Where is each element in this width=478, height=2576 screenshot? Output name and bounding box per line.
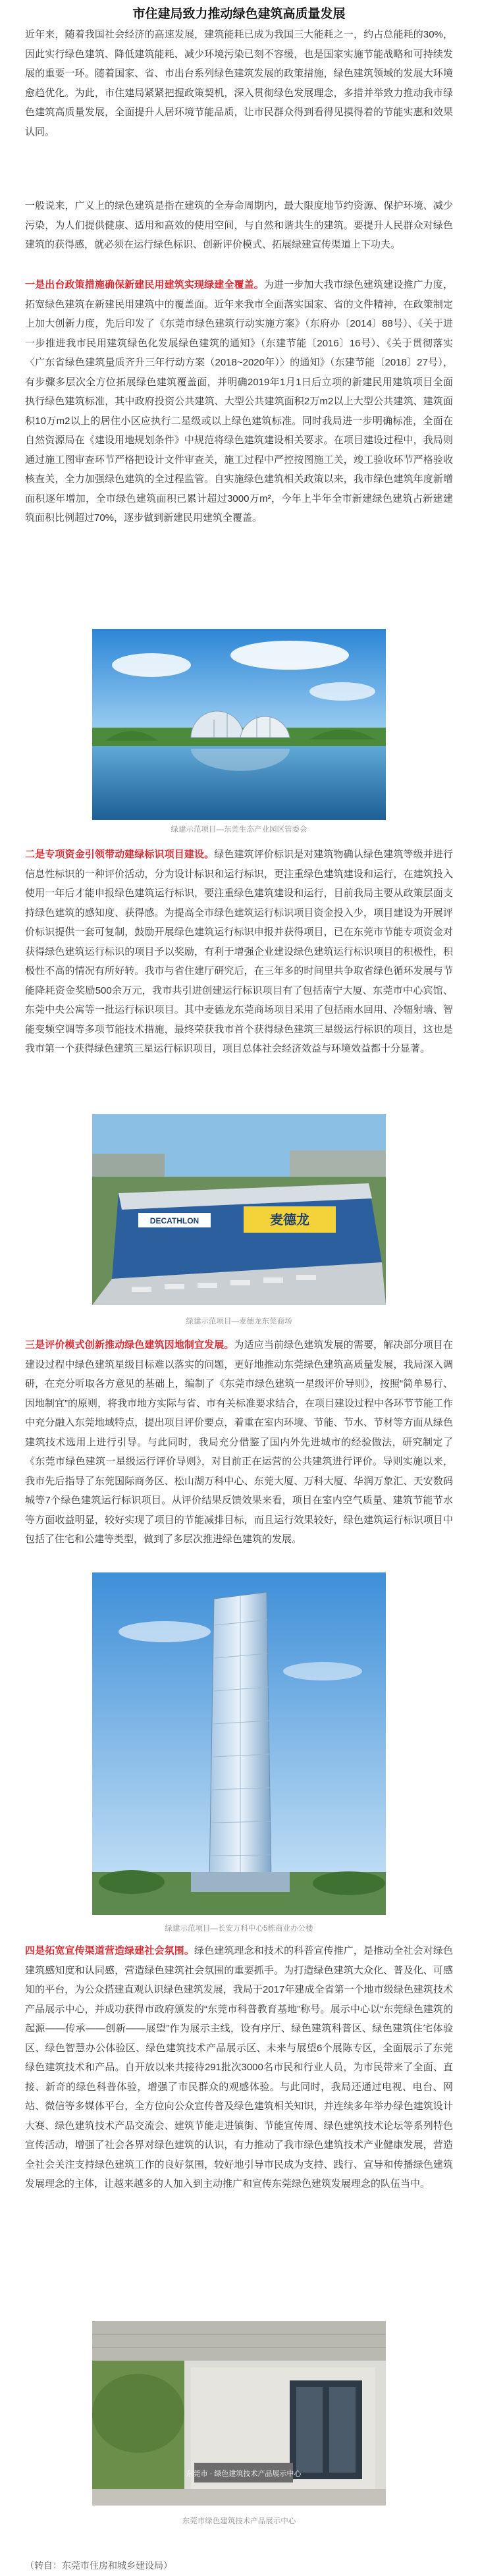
source-footer: （转自：东莞市住房和城乡建设局） (25, 2560, 173, 2571)
section-2-paragraph (25, 845, 453, 1079)
section-2-body: 绿色建筑评价标识是对建筑物确认绿色建筑等级并进行信息性标识的一种评价活动，分为设计标识和运行标识，更注重绿色建筑建设和运行，在建筑投入使用一年后才能申报绿色建筑运行标识，要注重绿色建筑建设和运行，目前我局主要从政策层面支持绿色建筑的感知度、获得感。为提高全市绿色建筑运行标识项目资金投入少，项目建设为开展评价标识提供一套可复制，鼓励开展绿色建筑运行标识申报并获得项目，已在东莞市节能专项资金对获得绿色建筑运行标识的项目予以奖励，有利于增强企业建设绿色建筑运行标识项目的积极性，积极性不高的情况有所好转。我市与省住建厅研究后，在三年多的时间里共争取省绿色循环发展与节能降耗资金奖励500余万元，我市共引进创建运行标识项目有了包括南宁大厦、东莞市中心宾馆、东莞中央公寓等一批运行标识项目。其中麦德龙东莞商场项目采用了包括雨水回用、冷辐射墙、智能变频空调等多项节能技术措施，最终荣获我市首个获得绿色建筑三星级运行标识的项目，这也是我市第一个获得绿色建筑三星运行标识项目，项目总体社会经济效益与环境效益都十分显著。 (25, 849, 453, 1054)
section-3-body: 为适应当前绿色建筑发展的需要，解决部分项目在建设过程中绿色建筑星级目标难以落实的问题，更好地推动东莞绿色建筑高质量发展，我局深入调研，在充分听取各方意见的基础上，编制了《东莞市绿色建筑一星级评价导则》，按照“简单易行、因地制宜”的原则，将我市地方实际与省、市有关标准要求结合，在项目建设过程中各环节节能工作中充分融入东莞地域特点，提出项目评价要点，着重在室内环境、节能、节水、节材等方面从绿色建筑技术选用上进行引导。与此同时，我局充分借鉴了国内外先进城市的经验做法，研究制定了《东莞市绿色建筑一星级运行评价导则》，对目前正在运营的公共建筑进行评价。导则实施以来，我市先后指导了东莞国际商务区、松山湖万科中心、东莞大厦、万科大厦、华润万象汇、天安数码城等7个绿色建筑运行标识项目。从评价结果反馈效果来看，项目在室内空气质量、建筑节能节水等方面收益明显，较好实现了项目的节能减排目标，而且运行效果较好，绿色建筑运行标识项目中包括了住宅和公建等类型，做到了多层次推进绿色建筑的发展。 (25, 1339, 453, 1545)
svg-text:东莞市 · 绿色建筑技术产品展示中心: 东莞市 · 绿色建筑技术产品展示中心 (186, 2470, 302, 2478)
figure-1-caption: 绿建示范项目—东莞生态产业园区管委会 (171, 826, 307, 834)
section-4-heading: 四是拓宽宣传渠道营造绿建社会氛围。 (25, 1945, 195, 1956)
figure-2-caption: 绿建示范项目—麦德龙东莞商场 (186, 1318, 292, 1326)
section-3-paragraph (25, 1335, 453, 1569)
exhibition-center-photo (92, 2321, 386, 2506)
svg-text:麦德龙: 麦德龙 (270, 1213, 309, 1227)
intro-paragraph: 近年来，随着我国社会经济的高速发展，建筑能耗已成为我国三大能耗之一，约占总能耗的30%，因此实行绿色建筑、降低建筑能耗、减少环境污染已刻不容缓，也是国家实施节能战略和可持续发展的重要一环。随着国家、省、市出台系列绿色建筑发展的政策措施，绿色建筑领域的发展大环境愈趋优化。为此，市住建局紧紧把握政策契机，深入贯彻绿色发展理念，多措并举致力推动我市绿色建筑高质量发展，全面提升人居环境节能品质，让市民群众得到看得见摸得着的节能实惠和效果认同。 (25, 29, 453, 138)
article-title: 市住建局致力推动绿色建筑高质量发展 (132, 7, 346, 21)
section-3-heading: 三是评价模式创新推动绿色建筑因地制宜发展。 (25, 1339, 234, 1351)
section-4-paragraph (25, 1941, 453, 2313)
section-2-heading: 二是专项资金引领带动建绿标识项目建设。 (25, 849, 215, 860)
section-4-body: 绿色建筑理念和技术的科普宣传推广，是推动全社会对绿色建筑感知度和认同感，营造绿色建筑社会氛围的重要抓手。为打造绿色建筑大众化、普及化、可感知的平台，为公众搭建直观认识绿色建筑发展，我局于2017年建成全省第一个地市级绿色建筑技术产品展示中心，并成功获得市政府颁发的“东莞市科普教育基地”称号。展示中心以“东莞绿色建筑的起源——传承——创新——展望”作为展示主线，设有序厅、绿色建筑科普区、绿色建筑住宅体验区、绿色智慧办公体验区、绿色建筑技术产品展示区、未来与展望6个展陈专区，全面展示了东莞绿色建筑技术和产品。自开放以来共接待291批次3000名市民和行业人员，为市民带来了全面、直接、新奇的绿色科普体验，增强了市民群众的观感体验。与此同时，我局还通过电视、电台、网站、微信等多媒体平台，全方位向公众宣传普及绿色建筑相关知识，并连续多年举办绿色建筑设计大赛、绿色建筑技术产品交流会、建筑节能走进镇街、节能宣传周、绿色建筑技术论坛等系列特色宣传活动，增强了社会各界对绿色建筑的认识，有力推动了我市绿色建筑技术产业健康发展，营造全社会关注支持绿色建筑工作的良好氛围，较好地引导市民成为支持、践行、宣导和传播绿色建筑发展理念的主体，让越来越多的人加入到主动推广和宣传东莞绿色建筑发展理念的队伍当中。 (25, 1945, 453, 2189)
section-1-paragraph (25, 275, 453, 591)
vanke-tower-photo (92, 1572, 386, 1915)
metro-store-photo (92, 1114, 386, 1305)
eco-park-photo (92, 629, 386, 820)
svg-text:DECATHLON: DECATHLON (149, 1216, 199, 1225)
figure-3-caption: 绿建示范项目—长安万科中心5栋商业办公楼 (165, 1925, 313, 1933)
figure-4-caption: 东莞市绿色建筑技术产品展示中心 (182, 2517, 296, 2525)
definition-paragraph: 一般说来，广义上的绿色建筑是指在建筑的全寿命周期内，最大限度地节约资源、保护环境、减少污染，为人们提供健康、适用和高效的使用空间，与自然和谐共生的建筑。要提升人民群众对绿色建筑的获得感，就必须在运行绿色标识、创新评价模式、拓展绿建宣传渠道上下功夫。 (25, 200, 453, 250)
section-1-heading: 一是出台政策措施确保新建民用建筑实现绿建全覆盖。 (25, 279, 264, 290)
section-1-body: 为进一步加大我市绿色建筑建设推广力度，拓宽绿色建筑在新建民用建筑中的覆盖面。近年来我市全面落实国家、省的文件精神，在政策制定上加大创新力度，先后印发了《东莞市绿色建筑行动实施方案》（东府办〔2014〕88号）、《关于进一步推进我市民用建筑绿色化发展绿色建筑的通知》（东建节能〔2016〕16号）、《关于贯彻落实〈广东省绿色建筑量质齐升三年行动方案（2018~2020年）〉的通知》（东建节能〔2018〕27号），有步骤多层次全方位拓展绿色建筑覆盖面，并明确2019年1月1日后立项的新建民用建筑项目全面执行绿色建筑标准，其中政府投资公共建筑、大型公共建筑面积2万m2以上大型公共建筑、建筑面积10万m2以上的居住小区应执行二星级或以上绿色建筑标准。同时我局进一步明确标准，全面在自然资源局在《建设用地规划条件》中规范将绿色建筑建设相关要求。在项目建设过程中，我局则通过施工图审查环节严格把设计文件审查关，施工过程中严控按图施工关，竣工验收环节严格验收核查关，全力加强绿色建筑的全过程监管。自实施绿色建筑相关政策以来，我市绿色建筑年度新增面积逐年增加，全市绿色建筑面积已累计超过3000万m²，今年上半年全市新建绿色建筑占新建建筑面积比例超过70%，逐步做到新建民用建筑全覆盖。 (25, 279, 453, 523)
